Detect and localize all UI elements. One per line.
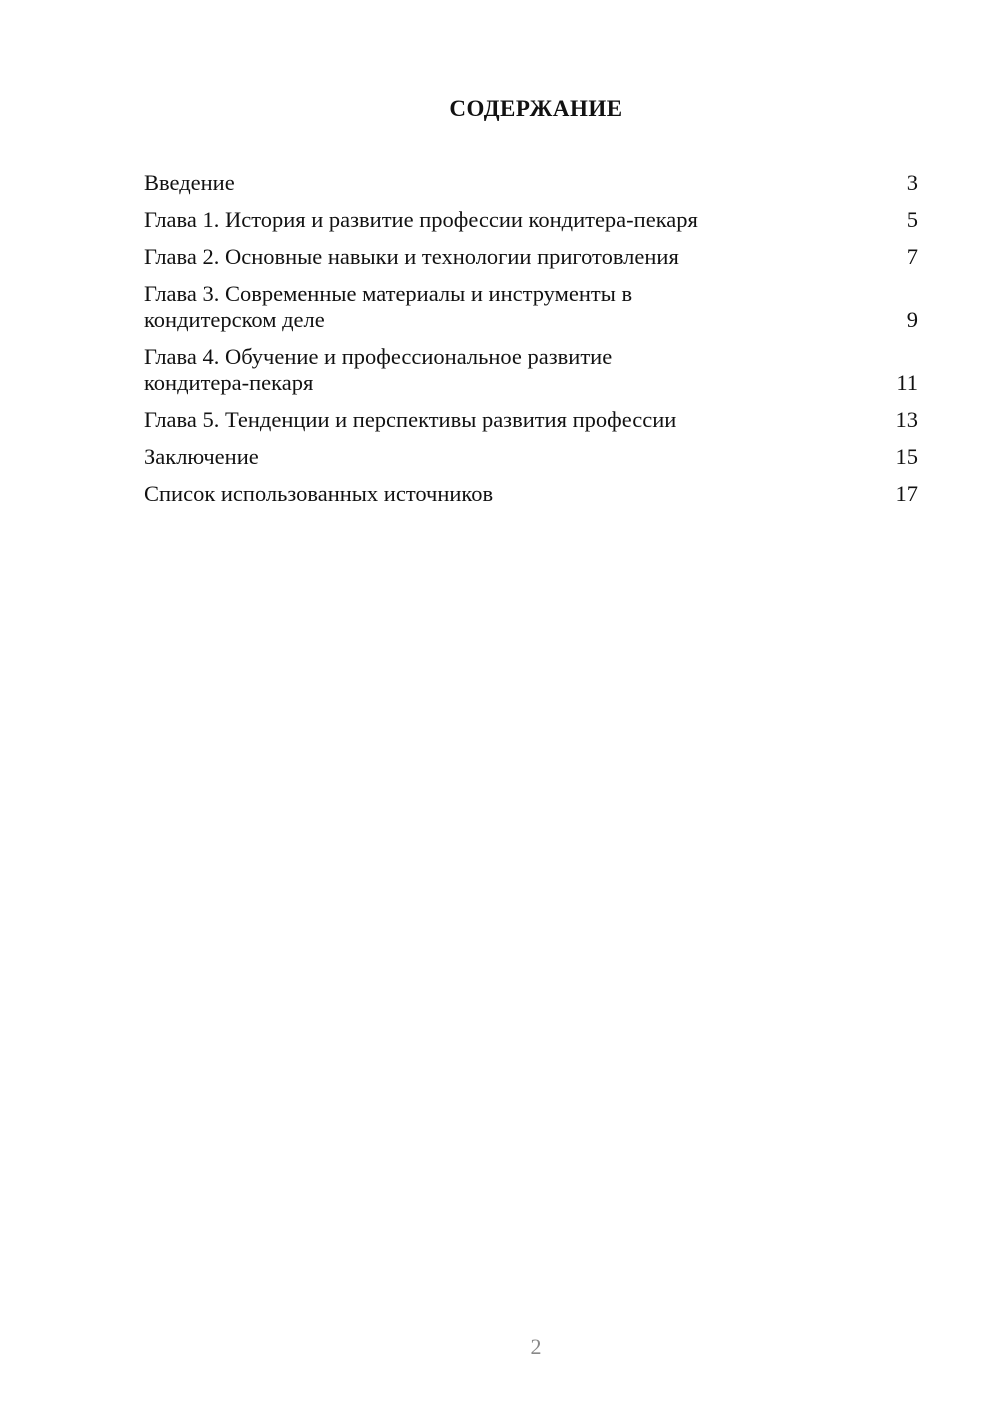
- toc-entry-title: Заключение: [144, 444, 259, 469]
- toc-entry-page: 7: [906, 244, 918, 269]
- toc-entry-references: [144, 481, 918, 507]
- toc-entry-page: 13: [895, 407, 918, 432]
- toc-entry-chapter-1: [144, 207, 918, 233]
- toc-entry-page: 15: [895, 444, 918, 469]
- toc-entry-page: 17: [895, 481, 918, 506]
- toc-entry-page: 5: [906, 207, 918, 232]
- page-number: 2: [530, 1334, 542, 1359]
- toc-entry-title: Глава 5. Тенденции и перспективы развития профессии: [144, 407, 677, 432]
- toc-entry-conclusion: [144, 444, 918, 470]
- toc-entry-page: 11: [896, 370, 918, 395]
- toc-entry-chapter-5: [144, 407, 918, 433]
- page-title: СОДЕРЖАНИЕ: [449, 96, 623, 121]
- toc-entry-title: Глава 2. Основные навыки и технологии приготовления: [144, 244, 679, 269]
- toc-entry-chapter-4: [144, 344, 918, 396]
- toc-entry-title: Глава 1. История и развитие профессии кондитера-пекаря: [144, 207, 698, 232]
- toc-entry-introduction: [144, 170, 918, 196]
- toc-entry-title: Введение: [144, 170, 235, 195]
- toc-entry-page: 3: [906, 170, 918, 195]
- toc-entry-title: Глава 3. Современные материалы и инструменты в кондитерском деле: [144, 281, 633, 332]
- table-of-contents: [144, 170, 918, 518]
- toc-entry-title: Список использованных источников: [144, 481, 494, 506]
- toc-entry-page: 9: [906, 307, 918, 332]
- toc-entry-chapter-3: [144, 281, 918, 333]
- toc-entry-title: Глава 4. Обучение и профессиональное развитие кондитера-пекаря: [144, 344, 613, 395]
- toc-entry-chapter-2: [144, 244, 918, 270]
